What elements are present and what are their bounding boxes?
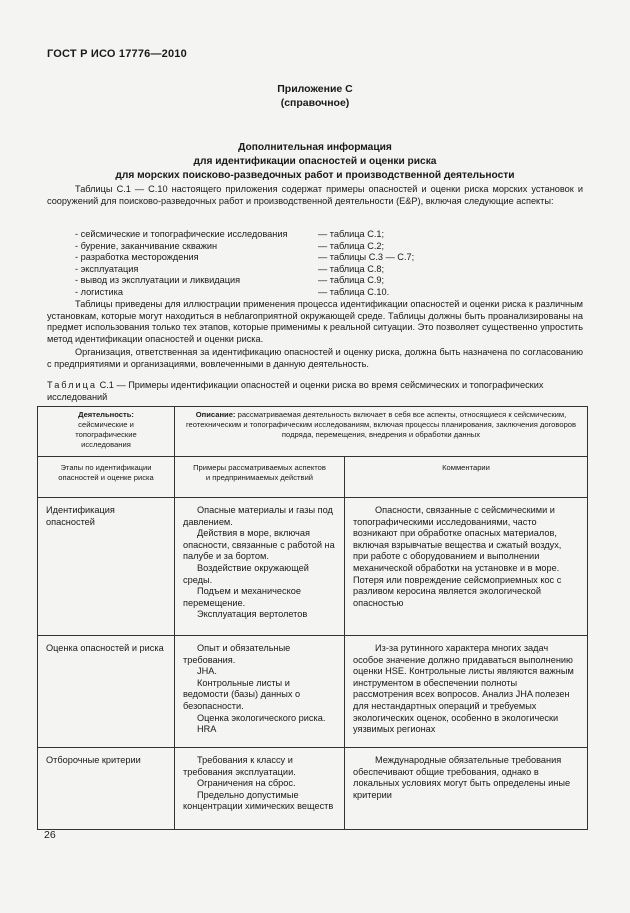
- comment-cell: [345, 498, 588, 636]
- activity-label: Деятельность:: [78, 410, 134, 419]
- column-header-examples: Примеры рассматриваемых аспектов и предпринимаемых действий: [175, 457, 345, 498]
- list-item: - сейсмические и топографические исследования — таблица С.1;: [75, 229, 385, 239]
- annex-subtitle: (справочное): [280, 97, 350, 109]
- table-columns-row: [38, 457, 588, 498]
- activity-value: сейсмические и топографические исследования: [75, 420, 137, 449]
- paragraph-3: Организация, ответственная за идентификацию опасностей и оценку риска, должна быть назначена по согласованию с предприятиями и организациями, вовлеченными в данную деятельность.: [47, 347, 583, 369]
- list-item: - логистика — таблица С.10.: [75, 286, 390, 297]
- stage-cell: Отборочные критерии: [38, 748, 175, 830]
- example-item: Опасные материалы и газы под давлением.: [183, 505, 333, 527]
- example-item: HRA: [197, 724, 217, 735]
- table-row: [38, 636, 588, 748]
- example-item: Ограничения на сброс.: [197, 778, 296, 789]
- example-item: Воздействие окружающей среды.: [183, 562, 309, 585]
- paragraph-2: Таблицы приведены для иллюстрации применения процесса идентификации опасностей и оценки риска к различным установкам, которые могут находиться в неблагоприятной окружающей среде. Таблицы должны быть проанализированы на предмет использования только тех этапов, которые применимы к реальной ситуации. Это позволяет существенно упростить метод идентификации опасностей и оценки риска.: [47, 299, 583, 344]
- section-heading: [0, 141, 630, 183]
- list-item: - вывод из эксплуатации и ликвидация — таблица С.9;: [75, 275, 385, 286]
- column-header-comments: Комментарии: [345, 457, 588, 498]
- list-item: - эксплуатация — таблица С.8;: [75, 263, 385, 274]
- examples-cell: [175, 636, 345, 748]
- list-item: - бурение, заканчивание скважин — таблица С.2;: [75, 240, 385, 251]
- examples-cell: [175, 748, 345, 830]
- aspects-list: [75, 229, 414, 299]
- hazard-table: [37, 406, 588, 830]
- example-item: Требования к классу и требования эксплуатации.: [183, 755, 296, 777]
- examples-cell: [175, 498, 345, 636]
- stage-cell: Идентификация опасностей: [38, 498, 175, 636]
- table-row: [38, 748, 588, 830]
- example-item: Эксплуатация вертолетов: [197, 609, 308, 620]
- comment-cell: [345, 748, 588, 830]
- comment-text: Международные обязательные требования обеспечивают общие требования, однако в локальных условиях могут быть определены иные критерии: [353, 755, 571, 800]
- column-header-stages: Этапы по идентификации опасностей и оценке риска: [38, 457, 175, 498]
- example-item: JHA.: [197, 666, 217, 677]
- table-row: [38, 498, 588, 636]
- intro-paragraph: Таблицы С.1 — С.10 настоящего приложения содержат примеры опасностей и оценки риска морских установок и сооружений для поисково-разведочных работ и производственной деятельности (E&P), включая следующие аспекты:: [47, 184, 583, 206]
- annex-heading: [0, 82, 630, 110]
- heading-line-1: Дополнительная информация: [238, 142, 392, 153]
- description-label: Описание:: [195, 410, 236, 419]
- example-item: Предельно допустимые концентрации химических веществ: [183, 789, 334, 812]
- comment-text: Опасности, связанные с сейсмическими и топографическими исследованиями, часто возникают при обработке опасных материалов, включая взрывчатые вещества и сжатый воздух, при работе с оборудованием и выполнении механической обработки на установке и в море. Потеря или повреждение сейсмоприемных кос с разливом керосина является экологической опасностью: [353, 505, 562, 608]
- list-item: - разработка месторождения — таблицы С.3 — С.7;: [75, 252, 415, 263]
- table-caption: Таблица С.1 — Примеры идентификации опасностей и оценки риска во время сейсмических и топографических исследований: [47, 380, 544, 402]
- standard-number: ГОСТ Р ИСО 17776—2010: [47, 48, 187, 60]
- description-text: рассматриваемая деятельность включает в себя все аспекты, относящиеся к сейсмическим, геотехническим и топографическим исследованиям, включая процессы планирования, заключения договоров подряда, перемещения, внедрения и обработки данных: [185, 410, 577, 439]
- annex-title: Приложение С: [277, 83, 353, 95]
- example-item: Подъем и механическое перемещение.: [183, 586, 301, 608]
- description-cell: [175, 407, 588, 457]
- activity-cell: [38, 407, 175, 457]
- table-header-row: [38, 407, 588, 457]
- example-item: Оценка экологического риска.: [197, 712, 326, 723]
- stage-cell: Оценка опасностей и риска: [38, 636, 175, 748]
- example-item: Контрольные листы и ведомости (базы) данных о безопасности.: [183, 677, 301, 711]
- comment-text: Из-за рутинного характера многих задач особое значение должно придаваться выполнению оценки HSE. Контрольные листы являются важным инструментом в обеспечении полноты рассмотрения всех вопросов. Анализ JHA полезен для нестандартных операций и требуемых экологических оценок, особенно в экологически уязвимых регионах: [353, 643, 574, 735]
- comment-cell: [345, 636, 588, 748]
- example-item: Опыт и обязательные требования.: [183, 643, 291, 665]
- heading-line-3: для морских поисково-разведочных работ и производственной деятельности: [115, 170, 515, 181]
- page-number: 26: [44, 829, 56, 841]
- example-item: Действия в море, включая опасности, связанные с работой на палубе и за бортом.: [183, 528, 335, 562]
- heading-line-2: для идентификации опасностей и оценки риска: [193, 156, 437, 167]
